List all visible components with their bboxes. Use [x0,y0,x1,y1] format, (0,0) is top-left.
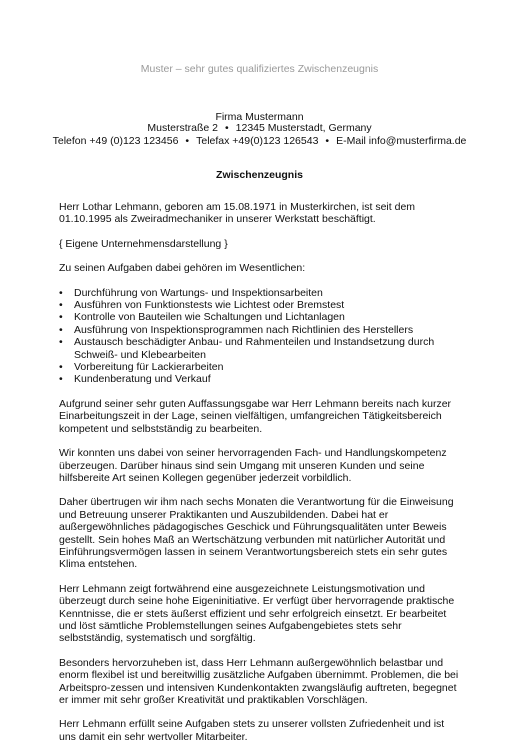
company-phone: Telefon +49 (0)123 123456 [52,135,179,147]
document-title: Zwischenzeugnis [216,169,303,181]
list-item [59,299,464,311]
bullet: • [59,336,63,349]
body-paragraph: Daher übertrugen wir ihm nach sechs Monaten die Verantwortung für die Einweisung und Betreuung unserer Praktikanten und Auszubildenden. Dabei hat er außergewöhnliches pädagogisches Geschick und Führungsqualitäten unter Beweis gestellt. Sein hohes Maß an Wertschätzung verbunden mit natürlicher Autorität und Einführungsvermögen lassen in seinem Verantwortungsbereich stets ein sehr gutes Klima entstehen. [59,496,454,571]
list-item-text: Austausch beschädigter Anbau- und Rahmenteilen und Instandsetzung durch Schweiß- und Klebearbeiten [74,336,435,361]
body-paragraph: Herr Lehmann zeigt fortwährend eine ausgezeichnete Leistungsmotivation und überzeugt durch seine hohe Eigeninitiative. Er verfügt über hervorragende praktische Kenntnisse, die er stets äußerst effizient und sehr erfolgreich einsetzt. Er bearbeitet und löst sämtliche Problemstellungen seines Aufgabengebietes stets sehr selbstständig, systematisch und sorgfältig. [59,582,455,645]
document-caption: Muster – sehr gutes qualifiziertes Zwischenzeugnis [140,63,379,75]
bullet: • [59,373,63,386]
separator-dot: • [224,122,229,134]
company-name: Firma Mustermann [215,111,304,121]
list-item-text: Durchführung von Wartungs- und Inspektionsarbeiten [74,286,323,299]
separator-dot: • [325,135,330,147]
list-item [59,311,464,323]
task-list [59,287,464,386]
company-letterhead [0,110,519,147]
body-paragraph: Aufgrund seiner sehr guten Auffassungsgabe war Herr Lehmann bereits nach kurzer Einarbeitungszeit in der Lage, seinen vielfältigen, umfangreichen Tätigkeitsbereich kompetent und selbstständig zu bearbeiten. [59,397,452,435]
list-item-text: Kontrolle von Bauteilen wie Schaltungen und Lichtanlagen [74,311,345,324]
list-item [59,336,464,361]
bullet: • [59,286,63,299]
intro-paragraph: Herr Lothar Lehmann, geboren am 15.08.1971 in Musterkirchen, ist seit dem 01.10.1995 als Zweiradmechaniker in unserer Werkstatt beschäftigt. [59,201,416,226]
company-city: 12345 Musterstadt, Germany [235,122,372,134]
bullet: • [59,323,63,336]
separator-dot: • [185,135,190,147]
list-item [59,324,464,336]
body-paragraph: Wir konnten uns dabei von seiner hervorragenden Fach- und Handlungskompetenz überzeugen. Darüber hinaus sind sein Umgang mit unseren Kunden und seine hilfsbereite Art seinen Kollegen gegenüber jederzeit vorbildlich. [59,447,447,484]
list-item-text: Vorbereitung für Lackierarbeiten [74,361,224,374]
list-item [59,373,464,385]
list-item-text: Ausführen von Funktionstests wie Lichtest oder Bremstest [74,299,345,312]
bullet: • [59,361,63,374]
bullet: • [59,299,63,312]
company-street: Musterstraße 2 [147,122,218,134]
company-description-placeholder: { Eigene Unternehmensdarstellung } [59,237,228,250]
bullet: • [59,311,63,324]
body-paragraph: Besonders hervorzuheben ist, dass Herr Lehmann außergewöhnlich belastbar und enorm flexibel ist und bereitwillig zusätzliche Aufgaben übernimmt. Problemen, die bei Arbeitspro-zessen und intensiven Kundenkontakten zwangsläufig auftreten, begegnet er immer mit sehr großer Kreativität und praktikablen Vorschlägen. [59,656,459,706]
tasks-intro: Zu seinen Aufgaben dabei gehören im Wesentlichen: [59,262,306,275]
list-item-text: Ausführung von Inspektionsprogrammen nach Richtlinien des Herstellers [74,323,414,336]
closing-paragraph: Herr Lehmann erfüllt seine Aufgaben stets zu unserer vollsten Zufriedenheit und ist uns damit ein sehr wertvoller Mitarbeiter. [59,718,445,743]
document-body [59,201,464,743]
list-item [59,361,464,373]
company-contact [0,134,519,147]
company-address [0,121,519,134]
company-fax: Telefax +49(0)123 126543 [196,135,319,147]
list-item-text: Kundenberatung und Verkauf [74,373,211,386]
list-item [59,287,464,299]
company-email: E-Mail info@musterfirma.de [336,135,467,147]
